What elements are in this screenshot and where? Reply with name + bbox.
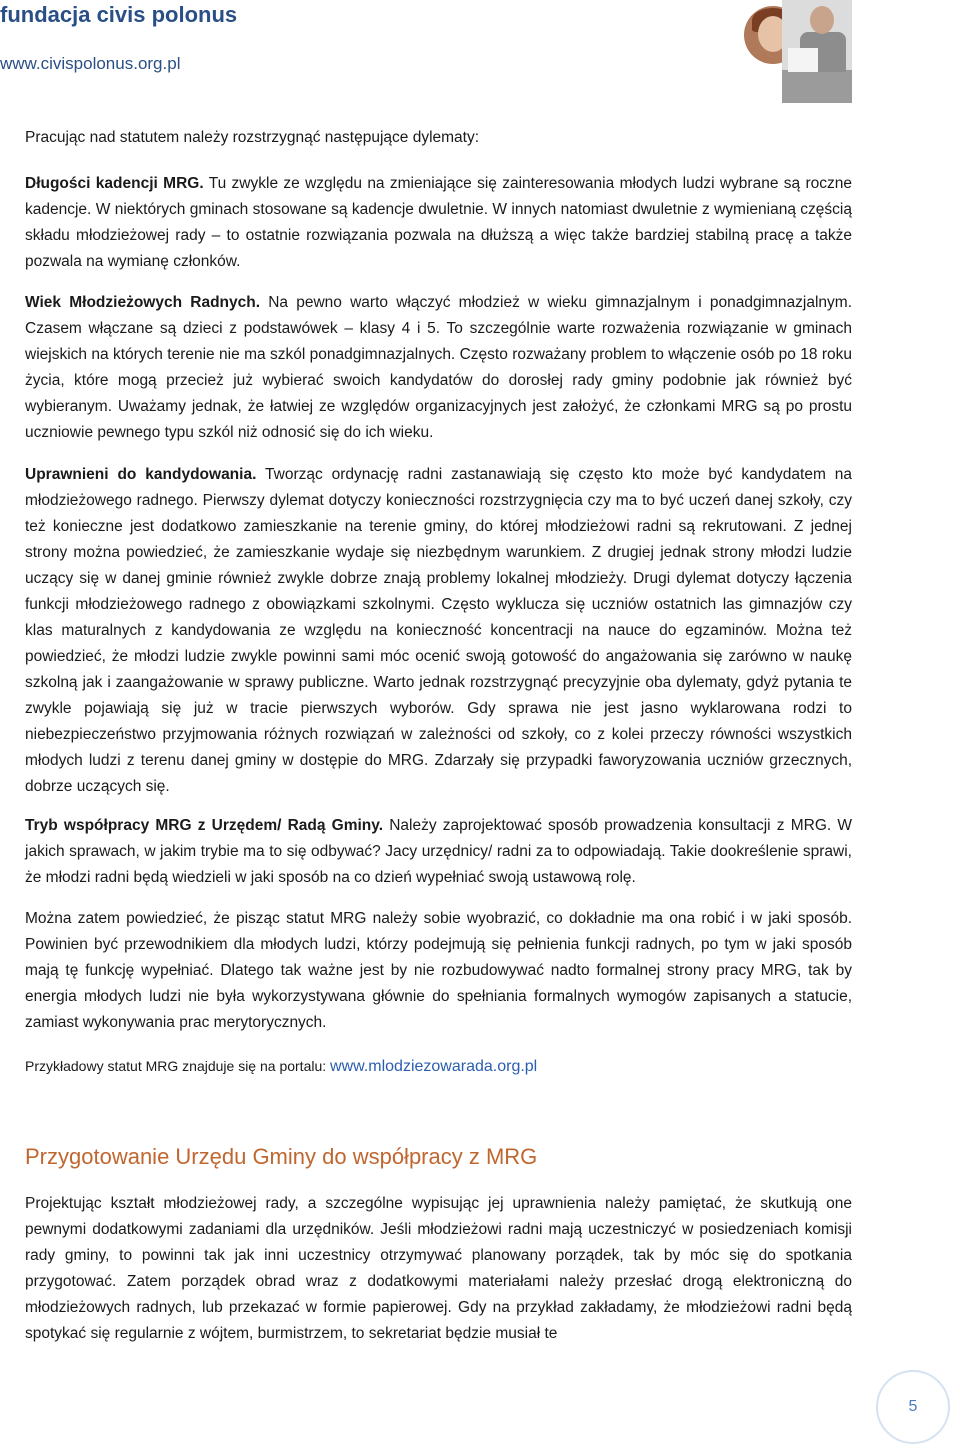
organization-url[interactable]: www.civispolonus.org.pl [0, 54, 181, 73]
paragraph-body: Tu zwykle ze względu na zmieniające się zainteresowania młodych ludzi wybrane są roczne kadencje. W niektórych gminach stosowane są kadencje dwuletnie. W innych natomiast dwuletnie z wymienianą częścią składu młodzieżowej rady – to ostatnie rozwiązania pozwala na dłuższą a więc także bardziej stabilną pracę a także pozwala na wymianę członków. [25, 175, 853, 270]
portal-link[interactable]: www.mlodziezowarada.org.pl [330, 1058, 538, 1075]
paragraph-summary: Można zatem powiedzieć, że pisząc statut MRG należy sobie wyobrazić, co dokładnie ma ona robić i w jaki sposób. Powinien być przewodnikiem dla młodych ludzi, którzy podejmują się pełnienia funkcji radnych, po tym w jaki sposób mają tę funkcję wypełniać. Dlatego tak ważne jest by nie rozbudowywać nadto formalnej strony pracy MRG, tak by energia młodych ludzi nie była wykorzystywana głównie do spełniania formalnych wymogów zapisanych a statucie, zamiast wykonywania prac merytorycznych. [25, 910, 852, 1031]
paragraph-heading: Wiek Młodzieżowych Radnych. [25, 294, 261, 311]
note-text: Przykładowy statut MRG znajduje się na portalu: [25, 1058, 331, 1074]
example-statute-note [25, 1053, 852, 1080]
header-photo-meeting [782, 0, 852, 103]
paragraph-body: Tworząc ordynację radni zastanawiają się często kto może być kandydatem na młodzieżowego radnego. Pierwszy dylemat dotyczy konieczności rozstrzygnięcia czy ma to być uczeń danej szkoły, czy też konieczne jest dodatkowo zamieszkanie na terenie gminy, do której młodzieżowi radni są rekrutowani. Z jednej strony można powiedzieć, że zamieszkanie wydaje się niezbędnym warunkiem. Z drugiej jednak strony młodzi ludzie uczący się w danej gminie również zwykle dobrze znają problemy lokalnej młodzieży. Drugi dylemat dotyczy łączenia funkcji młodzieżowego radnego z obowiązkami szkolnymi. Często wyklucza się uczniów ostatnich las gimnazjów czy klas maturalnych z kandydowania ze względu na konieczność koncentracji na nauce do egzaminów. Można też powiedzieć, że młodzi ludzie zwykle powinni sami móc ocenić swoją gotowość do angażowania się zarówno w naukę szkolną jak i zaangażowanie w sprawy publiczne. Warto jednak rozstrzygnąć precyzyjnie oba dylematy, gdyż pytania te zwykle pojawiają się już w tracie pierwszych wyborów. Gdy sprawa nie jest jasno wyklarowana rodzi to niebezpieczeństwo przyjmowania różnych rozwiązań w zależności od szkoły, co z kolei przeczy równości wszystkich młodych ludzi z terenu danej gminy w dostępie do MRG. Zdarzały się przypadki faworyzowania uczniów grzecznych, dobrze uczących się. [25, 466, 852, 795]
section-paragraph: Projektując kształt młodzieżowej rady, a szczególne wypisując jej uprawnienia należy pamiętać, że skutkują one pewnymi dodatkowymi zadaniami dla urzędników. Jeśli młodzieżowi radni mają uczestniczyć w posiedzeniach komisji rady gminy, to powinni tak jak inni uczestnicy otrzymywać planowany porządek, tak by móc się do spotkania przygotować. Zatem porządek obrad wraz z dodatkowymi materiałami należy przesłać drogą elektroniczną do młodzieżowych radnych, lub przekazać w formie papierowej. Gdy na przykład zakładamy, że młodzieżowi radni będą spotykać się regularnie z wójtem, burmistrzem, to sekretariat będzie musiał te [25, 1195, 852, 1342]
paragraph-heading: Długości kadencji MRG. [25, 175, 204, 192]
paragraph-body: Należy zaprojektować sposób prowadzenia konsultacji z MRG. W jakich sprawach, w jakim trybie ma to się odbywać? Jacy urzędnicy/ radni za to odpowiadają. Takie dookreślenie sprawi, że młodzi radni będą wiedzieli w jaki sposób na co dzień wypełniać swoją ustawową rolę. [25, 817, 852, 886]
page-number: 5 [908, 1398, 918, 1415]
paragraph-age [25, 290, 852, 446]
paragraph-eligibility [25, 462, 852, 800]
paragraph-heading: Uprawnieni do kandydowania. [25, 466, 257, 483]
paragraph-body: Na pewno warto włączyć młodzież w wieku gimnazjalnym i ponadgimnazjalnym. Czasem włączane są dzieci z podstawówek – klasy 4 i 5. To szczególnie warte rozważenia rozwiązanie w gminach wiejskich na których terenie nie ma szkól ponadgimnazjalnych. Często rozważany problem to włączenie osób po 18 roku życia, które mogą przecież już wybierać swoich kandydatów do dorosłej rady gminy podobnie jak również być wybieranym. Uważamy jednak, że łatwiej ze względów organizacyjnych jest założyć, że członkami MRG są po prostu uczniowie pewnego typu szkól niż odnosić się do ich wieku. [25, 294, 853, 441]
paragraph-term-length [25, 171, 852, 275]
paragraph-heading: Tryb współpracy MRG z Urzędem/ Radą Gminy. [25, 817, 384, 834]
intro-paragraph: Pracując nad statutem należy rozstrzygnąć następujące dylematy: [25, 129, 480, 146]
section-heading: Przygotowanie Urzędu Gminy do współpracy z MRG [25, 1144, 538, 1169]
paragraph-cooperation-mode [25, 813, 852, 891]
page-number-badge [876, 1370, 950, 1444]
organization-name: fundacja civis polonus [0, 2, 238, 27]
